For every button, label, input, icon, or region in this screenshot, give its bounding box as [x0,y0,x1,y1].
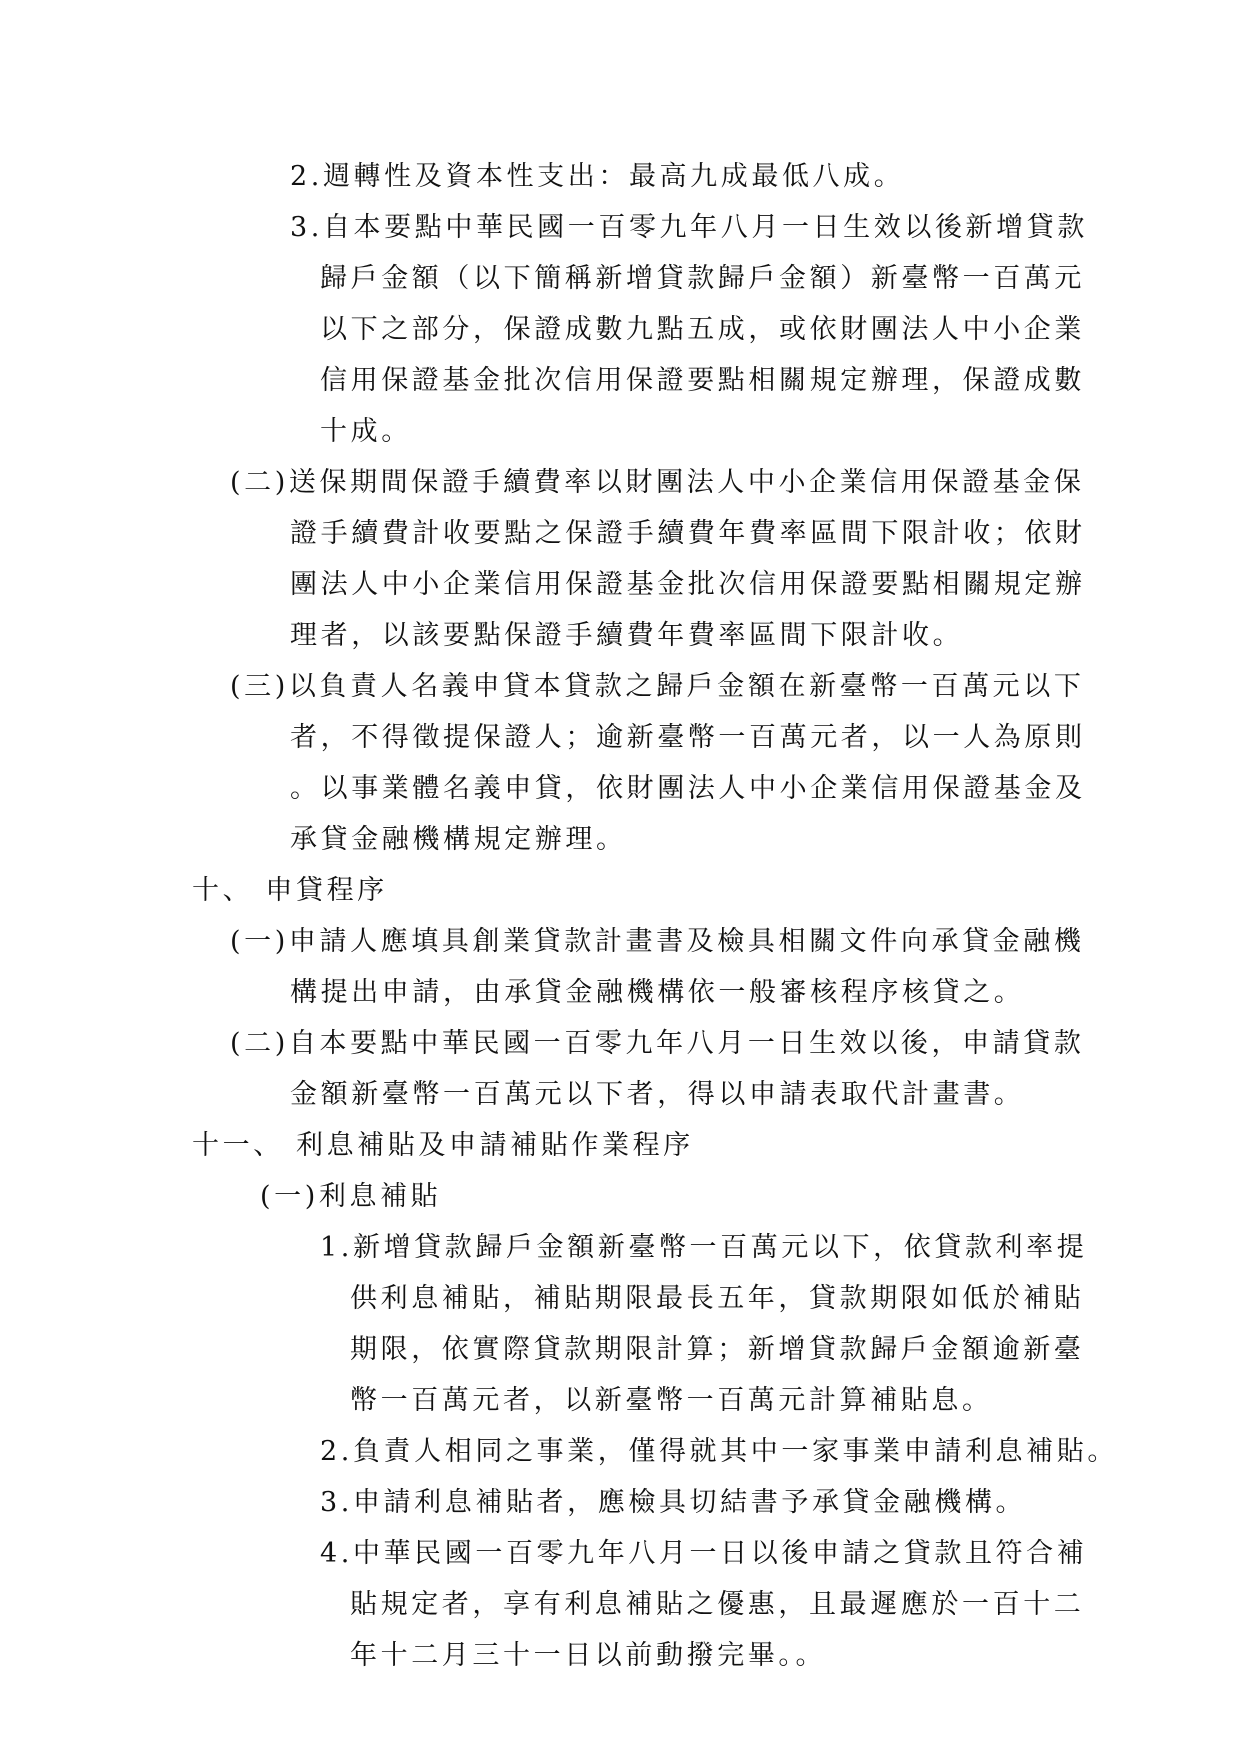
text-line: 2.週轉性及資本性支出：最高九成最低八成。 [290,161,905,192]
text-line: (三)以負責人名義申貸本貸款之歸戶金額在新臺幣一百萬元以下 [230,671,1085,702]
text-line: 2.負責人相同之事業，僅得就其中一家事業申請利息補貼。 [320,1436,1118,1467]
text-line: 期限，依實際貸款期限計算；新增貸款歸戶金額逾新臺 [350,1334,1085,1365]
text-line: 構提出申請，由承貸金融機構依一般審核程序核貸之。 [290,977,1025,1008]
subsection-heading: (一)利息補貼 [260,1181,442,1212]
text-line: 信用保證基金批次信用保證要點相關規定辦理，保證成數 [320,365,1085,396]
text-line: 年十二月三十一日以前動撥完畢。。 [350,1640,827,1671]
text-line: 以下之部分，保證成數九點五成，或依財團法人中小企業 [320,314,1085,345]
section-heading: 十一、 利息補貼及申請補貼作業程序 [192,1130,694,1161]
text-line: 歸戶金額（以下簡稱新增貸款歸戶金額）新臺幣一百萬元 [320,263,1085,294]
text-line: 十成。 [320,416,412,447]
text-line: 貼規定者，享有利息補貼之優惠，且最遲應於一百十二 [350,1589,1085,1620]
text-line: 幣一百萬元者，以新臺幣一百萬元計算補貼息。 [350,1385,993,1416]
text-line: 供利息補貼，補貼期限最長五年，貸款期限如低於補貼 [350,1283,1085,1314]
text-line: 1.新增貸款歸戶金額新臺幣一百萬元以下，依貸款利率提 [320,1232,1088,1263]
text-line: 3.申請利息補貼者，應檢具切結書予承貸金融機構。 [320,1487,1027,1518]
text-line: (二)送保期間保證手續費率以財團法人中小企業信用保證基金保 [230,467,1085,498]
text-line: 4.中華民國一百零九年八月一日以後申請之貸款且符合補 [320,1538,1088,1569]
text-line: 者，不得徵提保證人；逾新臺幣一百萬元者，以一人為原則 [290,722,1086,753]
text-line: (二)自本要點中華民國一百零九年八月一日生效以後，申請貸款 [230,1028,1085,1059]
text-line: 承貸金融機構規定辦理。 [290,824,627,855]
text-line: 3.自本要點中華民國一百零九年八月一日生效以後新增貸款 [290,212,1088,243]
text-line: 團法人中小企業信用保證基金批次信用保證要點相關規定辦 [290,569,1086,600]
text-line: 證手續費計收要點之保證手續費年費率區間下限計收；依財 [290,518,1086,549]
text-line: 。以事業體名義申貸，依財團法人中小企業信用保證基金及 [290,773,1086,804]
text-line: 金額新臺幣一百萬元以下者，得以申請表取代計畫書。 [290,1079,1025,1110]
section-heading: 十、 申貸程序 [192,875,388,906]
text-line: (一)申請人應填具創業貸款計畫書及檢具相關文件向承貸金融機 [230,926,1085,957]
text-line: 理者，以該要點保證手續費年費率區間下限計收。 [290,620,964,651]
